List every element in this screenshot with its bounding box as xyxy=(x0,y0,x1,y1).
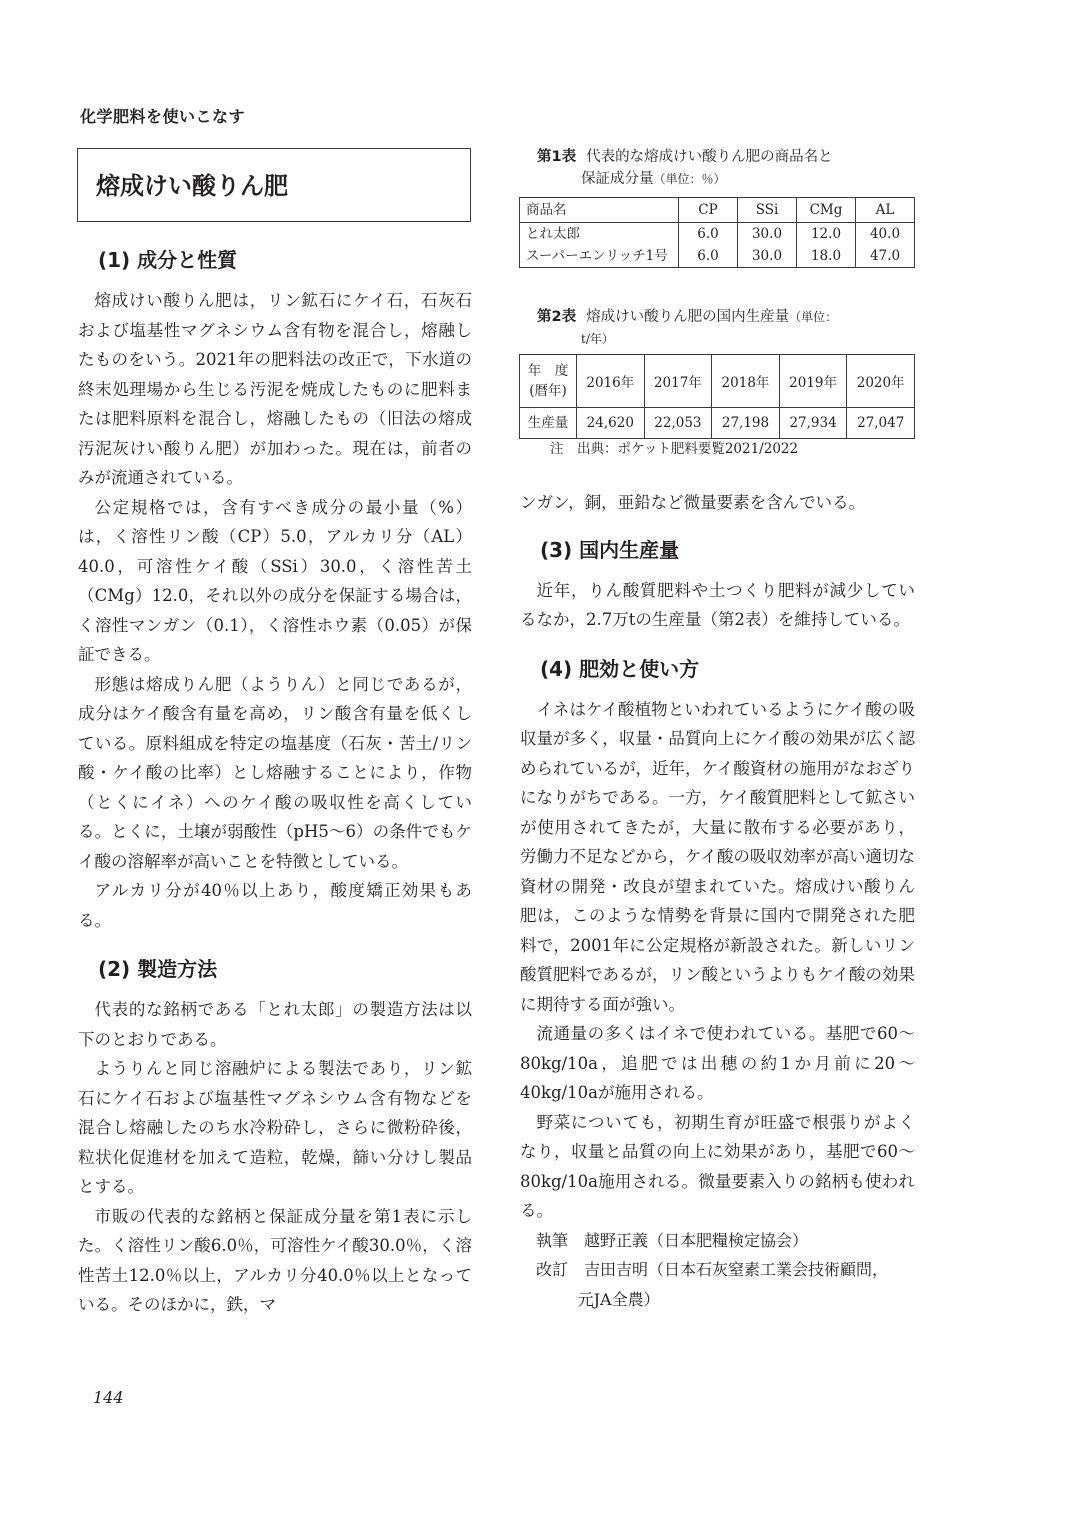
paragraph: アルカリ分が40％以上あり，酸度矯正効果もある。 xyxy=(78,881,472,930)
table2 xyxy=(519,354,915,439)
table-cell: 12.0 18.0 xyxy=(797,223,856,268)
paragraph: 流通量の多くはイネで使われている。基肥で60～80kg/10a，追肥では出穂の約1か月前に20～40kg/10aが施用される。 xyxy=(520,1024,915,1102)
table-cell: 27,198 xyxy=(712,408,780,439)
section-heading-2: (2) 製造方法 xyxy=(98,957,218,981)
table-header-cell: CMg xyxy=(797,198,856,223)
paragraph: 野菜についても，初期生育が旺盛で根張りがよくなり，収量と品質の向上に効果があり，基肥で60～80kg/10a施用される。微量要素入りの銘柄も使われる。 xyxy=(520,1112,915,1220)
paragraph: ようりんと同じ溶融炉による製法であり，リン鉱石にケイ石および塩基性マグネシウム含有物などを混合し熔融したのち水冷粉砕し，さらに微粉砕後，粒状化促進材を加えて造粒，乾燥，篩い分けし製品とする。 xyxy=(78,1059,472,1196)
table-cell: 40.0 47.0 xyxy=(856,223,915,268)
table2-unit: （単位： xyxy=(789,310,838,324)
table-header-cell: 2018年 xyxy=(712,355,780,408)
table2-caption xyxy=(537,306,917,350)
table-cell: 30.0 30.0 xyxy=(738,223,797,268)
paragraph: イネはケイ酸植物といわれているようにケイ酸の吸収量が多く，収量・品質向上にケイ酸の効果が広く認められているが，近年，ケイ酸資材の施用がなおざりになりがちである。一方，ケイ酸質肥料として鉱さいが使用されてきたが，大量に散布する必要があり，労働力不足などから，ケイ酸の吸収効率が高い適切な資材の開発・改良が望まれていた。熔成けい酸りん肥は，このような情勢を背景に国内で開発された肥料で，2001年に公定規格が新設された。新しいリン酸質肥料であるが，リン酸というよりもケイ酸の効果に期待する面が強い。 xyxy=(520,699,915,1014)
table1-unit: （単位：％） xyxy=(653,172,726,186)
right-column xyxy=(520,488,915,1314)
table-header-row xyxy=(520,355,915,408)
table-row xyxy=(520,408,915,439)
paragraph: 代表的な銘柄である「とれ太郎」の製造方法は以下のとおりである。 xyxy=(78,1000,472,1049)
left-column xyxy=(78,240,472,1320)
paragraph: 公定規格では，含有すべき成分の最小量（%）は，く溶性リン酸（CP）5.0，アルカリ分（AL）40.0，可溶性ケイ酸（SSi）30.0，く溶性苦土（CMg）12.0，それ以外の成分を保証する場合は，く溶性マンガン（0.1），く溶性ホウ素（0.05）が保証できる。 xyxy=(78,497,472,664)
section-title-box xyxy=(77,148,471,222)
table-header-row xyxy=(520,198,915,223)
table1-label: 第1表 xyxy=(537,149,577,165)
table-cell: 27,047 xyxy=(847,408,915,439)
table-header-cell: 年 度 (暦年) xyxy=(520,355,577,408)
page-number: 144 xyxy=(93,1388,124,1407)
paragraph: 形態は熔成りん肥（ようりん）と同じであるが，成分はケイ酸含有量を高め，リン酸含有量を低くしている。原料組成を特定の塩基度（石灰・苦土/リン酸・ケイ酸の比率）とし熔融することにより，作物（とくにイネ）へのケイ酸の吸収性を高くしている。とくに，土壌が弱酸性（pH5～6）の条件でもケイ酸の溶解率が高いことを特徴としている。 xyxy=(78,674,472,871)
table2-note: 注 出典：ポケット肥料要覧2021/2022 xyxy=(550,441,799,457)
table-cell: 24,620 xyxy=(577,408,645,439)
paragraph: 市販の代表的な銘柄と保証成分量を第1表に示した。く溶性リン酸6.0％，可溶性ケイ酸30.0％，く溶性苦土12.0％以上，アルカリ分40.0％以上となっている。そのほかに，鉄，マ xyxy=(78,1206,472,1314)
table-cell: とれ太郎 スーパーエンリッチ1号 xyxy=(520,223,679,268)
table-header-cell: 2017年 xyxy=(644,355,712,408)
table-header-cell: CP xyxy=(679,198,738,223)
section-heading-3: (3) 国内生産量 xyxy=(540,537,680,562)
running-head: 化学肥料を使いこなす xyxy=(80,107,246,126)
table1-caption xyxy=(537,146,917,190)
paragraph: 熔成けい酸りん肥は，リン鉱石にケイ石，石灰石および塩基性マグネシウム含有物を混合し，熔融したものをいう。2021年の肥料法の改正で，下水道の終末処理場から生じる汚泥を焼成したものに肥料または肥料原料を混合し，熔融したもの（旧法の熔成汚泥灰けい酸りん肥）が加わった。現在は，前者のみが流通されている。 xyxy=(78,291,472,487)
table2-unit-cont: t/年） xyxy=(581,332,614,346)
table-cell: 27,934 xyxy=(779,408,847,439)
table-header-cell: 2019年 xyxy=(779,355,847,408)
table-cell: 生産量 xyxy=(520,408,577,439)
table1-caption-line1: 代表的な熔成けい酸りん肥の商品名と xyxy=(586,149,833,165)
table-header-cell: 2016年 xyxy=(577,355,645,408)
table2-caption-line1: 熔成けい酸りん肥の国内生産量 xyxy=(586,309,790,325)
table-cell: 22,053 xyxy=(644,408,712,439)
table-header-cell: SSi xyxy=(738,198,797,223)
section-heading-1: (1) 成分と性質 xyxy=(98,248,238,272)
table2-label: 第2表 xyxy=(537,309,577,325)
table-cell: 6.0 6.0 xyxy=(679,223,738,268)
table-header-cell: AL xyxy=(856,198,915,223)
page-title: 熔成けい酸りん肥 xyxy=(96,172,288,200)
table-header-cell: 2020年 xyxy=(847,355,915,408)
author-credit: 執筆 越野正義（日本肥糧検定協会） xyxy=(536,1230,809,1250)
paragraph: 近年，りん酸質肥料や土つくり肥料が減少しているなか，2.7万tの生産量（第2表）を維持している。 xyxy=(520,580,915,629)
paragraph-continued: ンガン，銅，亜鉛など微量要素を含んでいる。 xyxy=(520,493,866,512)
section-heading-4: (4) 肥効と使い方 xyxy=(540,656,700,681)
table1 xyxy=(519,197,915,268)
table1-caption-line2: 保証成分量 xyxy=(581,171,654,187)
reviser-credit: 改訂 吉田吉明（日本石灰窒素工業会技術顧問， xyxy=(536,1260,889,1279)
table-row xyxy=(520,223,915,268)
credits xyxy=(520,1226,915,1315)
reviser-credit-cont: 元JA全農） xyxy=(577,1289,660,1309)
table-header-cell: 商品名 xyxy=(520,198,679,223)
